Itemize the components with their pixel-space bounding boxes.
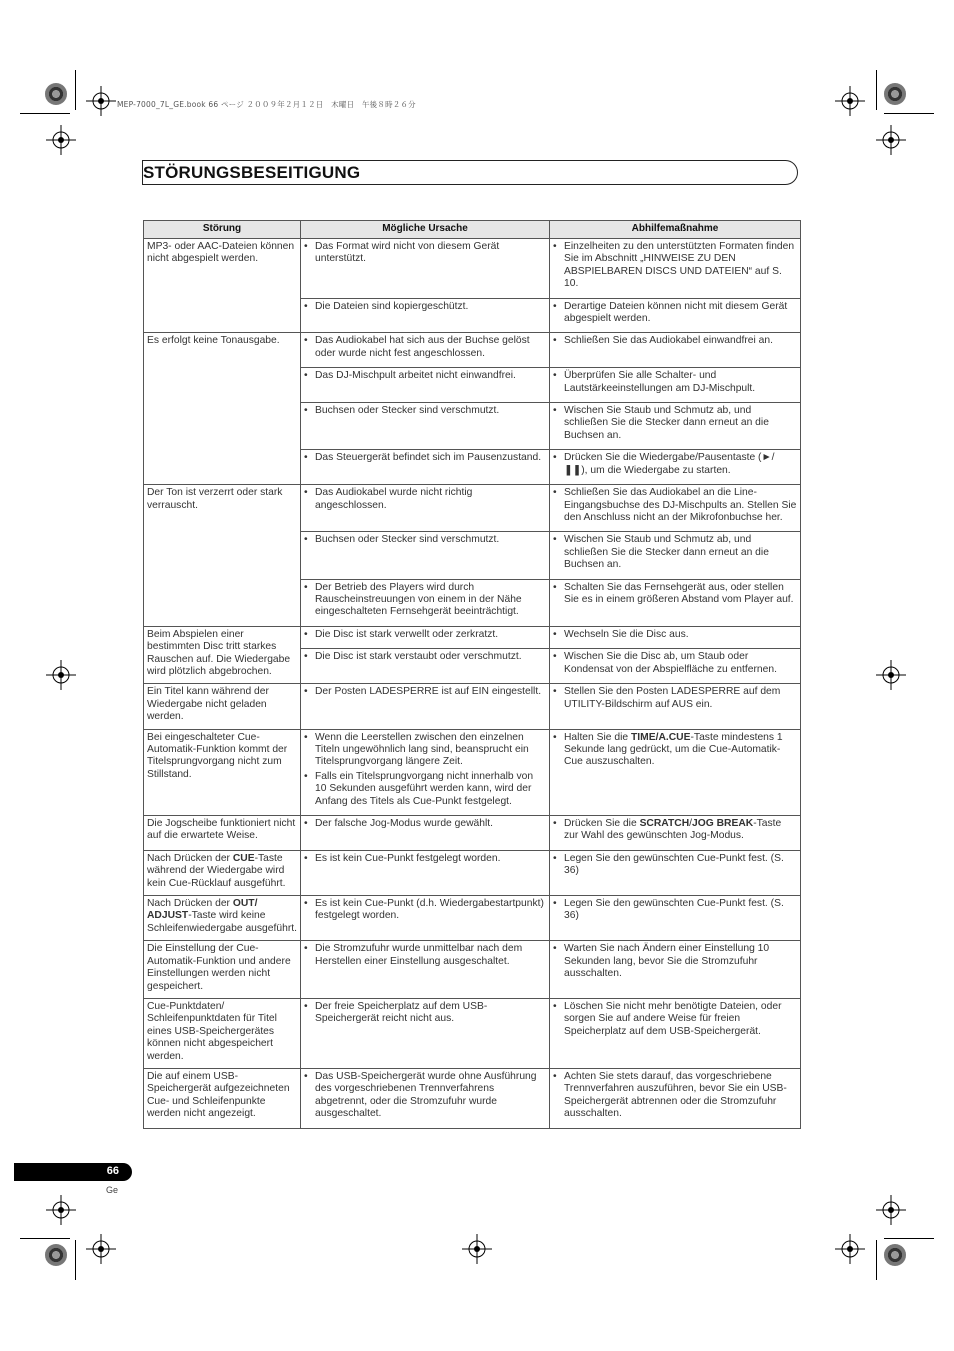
registration-target-icon — [45, 1244, 67, 1266]
remedy-item: • Stellen Sie den Posten LADESPERRE auf dem UTILITY-Bildschirm auf AUS ein. — [564, 686, 797, 711]
table-row — [144, 1068, 801, 1128]
remedy-list — [553, 651, 797, 676]
remedy-cell — [550, 368, 801, 403]
cause-list — [304, 241, 546, 266]
remedy-list — [553, 898, 797, 923]
remedy-cell — [550, 941, 801, 999]
problem-cell: Der Ton ist verzerrt oder stark verrauscht. — [144, 485, 301, 627]
remedy-cell — [550, 626, 801, 649]
cause-item: • Die Disc ist stark verstaubt oder verschmutzt. — [315, 651, 546, 663]
remedy-cell — [550, 298, 801, 333]
cause-cell — [301, 298, 550, 333]
crosshair-icon — [46, 125, 76, 155]
remedy-list — [553, 241, 797, 291]
cause-list — [304, 487, 546, 512]
cause-cell — [301, 532, 550, 579]
crosshair-icon — [462, 1234, 492, 1264]
cause-list — [304, 943, 546, 968]
table-row — [144, 684, 801, 729]
problem-cell: Cue-Punktdaten/ Schleifenpunktdaten für Titel eines USB-Speichergerätes können nicht abgespeichert werden. — [144, 998, 301, 1068]
remedy-cell — [550, 579, 801, 626]
cause-cell — [301, 684, 550, 729]
remedy-item: • Einzelheiten zu den unterstützten Formaten finden Sie im Abschnitt „HINWEISE ZU DEN ABSPIELBAREN DISCS UND DATEIEN“ auf S. 10. — [564, 241, 797, 291]
cause-list — [304, 1001, 546, 1026]
problem-cell: Die Jogscheibe funktioniert nicht auf die erwartete Weise. — [144, 816, 301, 851]
crop-mark — [884, 113, 934, 114]
remedy-item: • Wischen Sie Staub und Schmutz ab, und schließen Sie die Stecker dann erneut an die Buchsen an. — [564, 534, 797, 571]
cause-cell — [301, 450, 550, 485]
cause-item: • Falls ein Titelsprungvorgang nicht innerhalb von 10 Sekunden ausgeführt werden kann, wird der Anfang des Titels als Cue-Punkt festgelegt. — [315, 771, 546, 808]
remedy-cell — [550, 333, 801, 368]
page-title: STÖRUNGSBESEITIGUNG — [143, 163, 361, 182]
crop-mark — [20, 113, 70, 114]
cause-list — [304, 534, 546, 546]
problem-cell: Nach Drücken der OUT/ ADJUST-Taste wird keine Schleifenwiedergabe ausgeführt. — [144, 896, 301, 941]
cause-item: • Der Posten LADESPERRE ist auf EIN eingestellt. — [315, 686, 546, 698]
remedy-list — [553, 1001, 797, 1038]
table-row — [144, 816, 801, 851]
remedy-cell — [550, 1068, 801, 1128]
cause-item: • Das USB-Speichergerät wurde ohne Ausführung des vorgeschriebenen Trennverfahrens abgetrennt, oder die Stromzufuhr wurde ausgeschaltet. — [315, 1071, 546, 1121]
remedy-item: • Schalten Sie das Fernsehgerät aus, oder stellen Sie es in einem größeren Abstand vom Player auf. — [564, 582, 797, 607]
cause-item: • Das Steuergerät befindet sich im Pausenzustand. — [315, 452, 546, 464]
crosshair-icon — [86, 1234, 116, 1264]
cause-item: • Es ist kein Cue-Punkt (d.h. Wiedergabestartpunkt) festgelegt worden. — [315, 898, 546, 923]
remedy-list — [553, 732, 797, 769]
remedy-list — [553, 686, 797, 711]
problem-cell: Ein Titel kann während der Wiedergabe nicht geladen werden. — [144, 684, 301, 729]
cause-list — [304, 335, 546, 360]
cause-item: • Das Audiokabel wurde nicht richtig angeschlossen. — [315, 487, 546, 512]
remedy-list — [553, 629, 797, 641]
crosshair-icon — [835, 86, 865, 116]
remedy-list — [553, 534, 797, 571]
remedy-cell — [550, 850, 801, 895]
cause-item: • Buchsen oder Stecker sind verschmutzt. — [315, 405, 546, 417]
problem-cell: Bei eingeschalteter Cue-Automatik-Funktion kommt der Titelsprungvorgang nicht zum Stillstand. — [144, 729, 301, 815]
cause-cell — [301, 403, 550, 450]
problem-cell: Nach Drücken der CUE-Taste während der Wiedergabe wird kein Cue-Rücklauf ausgeführt. — [144, 850, 301, 895]
cause-cell — [301, 816, 550, 851]
column-header-cause: Mögliche Ursache — [301, 221, 550, 239]
remedy-item: • Wechseln Sie die Disc aus. — [564, 629, 797, 641]
cause-item: • Der Betrieb des Players wird durch Rauscheinstreuungen von einem in der Nähe eingeschalteten Fernsehgerät beeinträchtigt. — [315, 582, 546, 619]
table-row — [144, 485, 801, 532]
remedy-cell — [550, 998, 801, 1068]
crosshair-icon — [86, 86, 116, 116]
crop-mark — [20, 1238, 70, 1239]
section-title-bar — [142, 160, 798, 185]
cause-item: • Der freie Speicherplatz auf dem USB-Speichergerät reicht nicht aus. — [315, 1001, 546, 1026]
crop-mark — [75, 70, 76, 110]
remedy-cell — [550, 403, 801, 450]
remedy-cell — [550, 649, 801, 684]
cause-list — [304, 582, 546, 619]
remedy-list — [553, 335, 797, 347]
cause-cell — [301, 368, 550, 403]
cause-list — [304, 301, 546, 313]
table-row — [144, 896, 801, 941]
table-row — [144, 333, 801, 368]
cause-list — [304, 898, 546, 923]
table-row — [144, 729, 801, 815]
cause-cell — [301, 333, 550, 368]
registration-target-icon — [45, 83, 67, 105]
crosshair-icon — [876, 1195, 906, 1225]
column-header-remedy: Abhilfemaßnahme — [550, 221, 801, 239]
table-row — [144, 941, 801, 999]
remedy-list — [553, 405, 797, 442]
remedy-cell — [550, 896, 801, 941]
remedy-item: • Drücken Sie die SCRATCH/JOG BREAK-Taste zur Wahl des gewünschten Jog-Modus. — [564, 818, 797, 843]
remedy-list — [553, 943, 797, 980]
table-row — [144, 239, 801, 299]
remedy-item: • Warten Sie nach Ändern einer Einstellung 10 Sekunden lang, bevor Sie die Stromzufuhr ausschalten. — [564, 943, 797, 980]
remedy-cell — [550, 729, 801, 815]
cause-cell — [301, 485, 550, 532]
cause-cell — [301, 1068, 550, 1128]
cause-item: • Das DJ-Mischpult arbeitet nicht einwandfrei. — [315, 370, 546, 382]
registration-target-icon — [884, 83, 906, 105]
remedy-item: • Schließen Sie das Audiokabel an die Line-Eingangsbuchse des DJ-Mischpults an. Stellen Sie den Anschluss nicht an der Mikrofonbuchse her. — [564, 487, 797, 524]
remedy-cell — [550, 239, 801, 299]
remedy-item: • Löschen Sie nicht mehr benötigte Dateien, oder sorgen Sie auf andere Weise für freien Speicherplatz auf dem USB-Speichergerät. — [564, 1001, 797, 1038]
cause-cell — [301, 998, 550, 1068]
remedy-cell — [550, 532, 801, 579]
cause-cell — [301, 579, 550, 626]
remedy-item: • Halten Sie die TIME/A.CUE-Taste mindestens 1 Sekunde lang gedrückt, um die Cue-Automatik-Cue auszuschalten. — [564, 732, 797, 769]
cause-list — [304, 405, 546, 417]
cause-cell — [301, 941, 550, 999]
crosshair-icon — [876, 660, 906, 690]
remedy-item: • Überprüfen Sie alle Schalter- und Lautstärkeeinstellungen am DJ-Mischpult. — [564, 370, 797, 395]
cause-list — [304, 853, 546, 865]
crop-mark — [884, 1238, 934, 1239]
cause-item: • Die Dateien sind kopiergeschützt. — [315, 301, 546, 313]
cause-list — [304, 818, 546, 830]
cause-cell — [301, 239, 550, 299]
crop-mark — [75, 1240, 76, 1280]
table-row — [144, 850, 801, 895]
cause-cell — [301, 896, 550, 941]
page-number: 66 — [106, 1165, 119, 1177]
cause-cell — [301, 649, 550, 684]
table-header-row — [144, 221, 801, 239]
remedy-item: • Drücken Sie die Wiedergabe/Pausentaste (►/❚❚), um die Wiedergabe zu starten. — [564, 452, 797, 477]
cause-list — [304, 1071, 546, 1121]
crop-mark — [876, 1240, 877, 1280]
problem-cell: Die auf einem USB-Speichergerät aufgezeichneten Cue- und Schleifenpunkte werden nicht angezeigt. — [144, 1068, 301, 1128]
remedy-item: • Schließen Sie das Audiokabel einwandfrei an. — [564, 335, 797, 347]
cause-cell — [301, 850, 550, 895]
remedy-list — [553, 487, 797, 524]
cause-list — [304, 651, 546, 663]
cause-item: • Buchsen oder Stecker sind verschmutzt. — [315, 534, 546, 546]
cause-item: • Die Stromzufuhr wurde unmittelbar nach dem Herstellen einer Einstellung ausgeschaltet. — [315, 943, 546, 968]
remedy-item: • Legen Sie den gewünschten Cue-Punkt fest. (S. 36) — [564, 853, 797, 878]
problem-cell: Die Einstellung der Cue-Automatik-Funktion und andere Einstellungen werden nicht gespeichert. — [144, 941, 301, 999]
crosshair-icon — [835, 1234, 865, 1264]
cause-list — [304, 370, 546, 382]
remedy-list — [553, 582, 797, 607]
remedy-cell — [550, 816, 801, 851]
cause-list — [304, 629, 546, 641]
cause-item: • Das Format wird nicht von diesem Gerät unterstützt. — [315, 241, 546, 266]
problem-cell: Es erfolgt keine Tonausgabe. — [144, 333, 301, 485]
cause-item: • Es ist kein Cue-Punkt festgelegt worden. — [315, 853, 546, 865]
remedy-list — [553, 452, 797, 477]
problem-cell: MP3- oder AAC-Dateien können nicht abgespielt werden. — [144, 239, 301, 333]
table-row — [144, 998, 801, 1068]
cause-item: • Die Disc ist stark verwellt oder zerkratzt. — [315, 629, 546, 641]
remedy-cell — [550, 485, 801, 532]
cause-item: • Der falsche Jog-Modus wurde gewählt. — [315, 818, 546, 830]
remedy-item: • Wischen Sie Staub und Schmutz ab, und schließen Sie die Stecker dann erneut an die Buchsen an. — [564, 405, 797, 442]
remedy-item: • Wischen Sie die Disc ab, um Staub oder Kondensat von der Abspielfläche zu entfernen. — [564, 651, 797, 676]
cause-item: • Wenn die Leerstellen zwischen den einzelnen Titeln ungewöhnlich lang sind, beansprucht ein Titelsprungvorgang längere Zeit. — [315, 732, 546, 769]
cause-item: • Das Audiokabel hat sich aus der Buchse gelöst oder wurde nicht fest angeschlossen. — [315, 335, 546, 360]
remedy-list — [553, 370, 797, 395]
page-number-tab — [14, 1163, 132, 1181]
remedy-cell — [550, 684, 801, 729]
table-row — [144, 626, 801, 649]
column-header-problem: Störung — [144, 221, 301, 239]
cause-list — [304, 686, 546, 698]
crosshair-icon — [46, 660, 76, 690]
problem-cell: Beim Abspielen einer bestimmten Disc tritt starkes Rauschen auf. Die Wiedergabe wird plötzlich abgebrochen. — [144, 626, 301, 684]
remedy-list — [553, 818, 797, 843]
cause-list — [304, 452, 546, 464]
crosshair-icon — [876, 125, 906, 155]
crosshair-icon — [46, 1195, 76, 1225]
language-code: Ge — [106, 1185, 119, 1195]
cause-cell — [301, 626, 550, 649]
cause-list — [304, 732, 546, 808]
remedy-item: • Derartige Dateien können nicht mit diesem Gerät abgespielt werden. — [564, 301, 797, 326]
remedy-list — [553, 853, 797, 878]
crop-mark — [876, 70, 877, 110]
remedy-list — [553, 301, 797, 326]
remedy-list — [553, 1071, 797, 1121]
remedy-cell — [550, 450, 801, 485]
remedy-item: • Legen Sie den gewünschten Cue-Punkt fest. (S. 36) — [564, 898, 797, 923]
registration-target-icon — [884, 1244, 906, 1266]
remedy-item: • Achten Sie stets darauf, das vorgeschriebene Trennverfahren auszuführen, bevor Sie ein USB-Speichergerät abtrennen oder die Stromzufuhr ausschalten. — [564, 1071, 797, 1121]
troubleshooting-table — [143, 220, 801, 1129]
file-header-meta: MEP-7000_7L_GE.book 66 ページ ２００９年２月１２日 木曜日 午後８時２６分 — [117, 100, 416, 109]
cause-cell — [301, 729, 550, 815]
